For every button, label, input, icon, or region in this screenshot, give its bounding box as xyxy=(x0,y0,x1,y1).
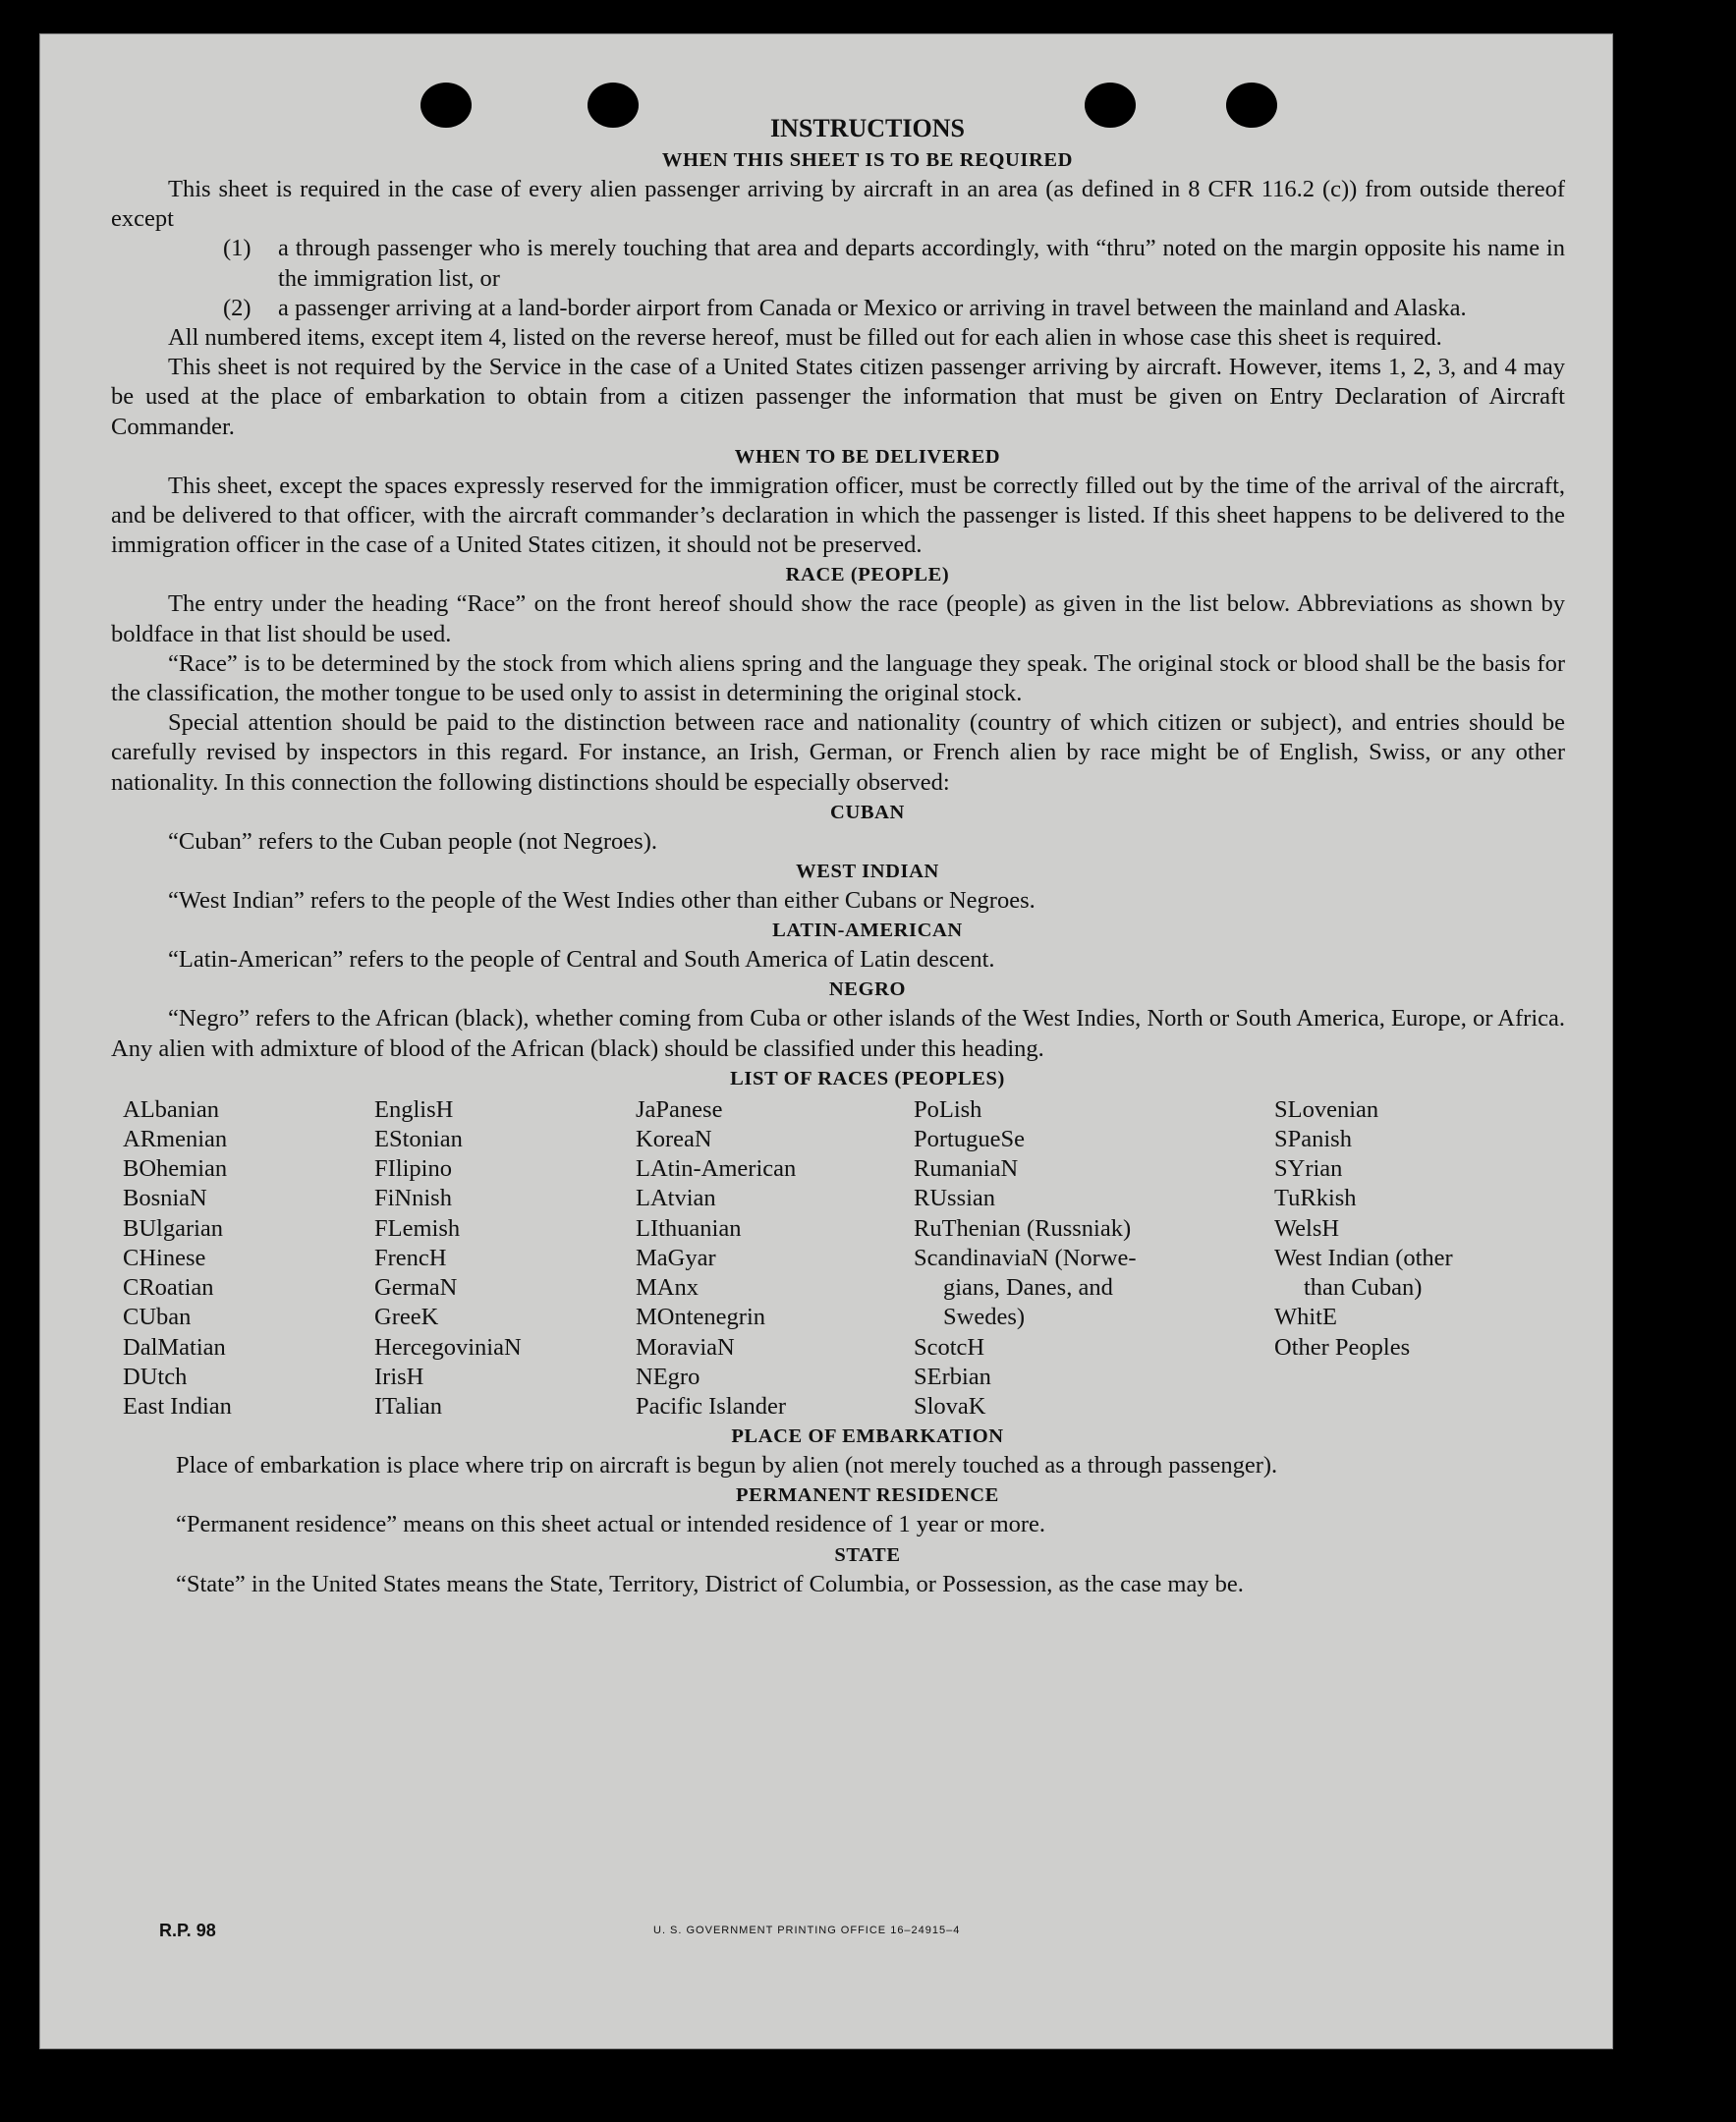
race-entry: SLovenian xyxy=(1274,1095,1379,1123)
race-entry: SYrian xyxy=(1274,1155,1343,1183)
section-heading-west-indian: WEST INDIAN xyxy=(796,861,939,883)
race-entry: TuRkish xyxy=(1274,1185,1357,1212)
race-entry: JaPanese xyxy=(636,1095,723,1123)
item-number: (2) xyxy=(223,294,252,321)
list-item xyxy=(223,234,1565,293)
section-heading-negro: NEGRO xyxy=(828,978,907,1001)
race-entry: East Indian xyxy=(123,1392,232,1420)
race-entry: MaGyar xyxy=(636,1244,716,1271)
race-entry: ScotcH xyxy=(914,1333,985,1361)
paragraph: The entry under the heading “Race” on the front hereof should show the race (people) as given in the list below. Abbreviations as shown by boldface in that list should be used. xyxy=(111,590,1565,647)
section-heading-race: RACE (PEOPLE) xyxy=(785,564,950,586)
printer-imprint: U. S. GOVERNMENT PRINTING OFFICE 16–24915–4 xyxy=(653,1925,961,1936)
paragraph: “Negro” refers to the African (black), whether coming from Cuba or other islands of the West Indies, North or South America, Europe, or Africa. Any alien with admixture of blood of the African (black) should be classified under this heading. xyxy=(111,1005,1565,1062)
race-entry: KoreaN xyxy=(636,1126,712,1153)
race-entry: SPanish xyxy=(1274,1126,1352,1153)
race-entry: FiNnish xyxy=(374,1185,452,1212)
race-entry: FLemish xyxy=(374,1214,461,1242)
race-entry: SErbian xyxy=(914,1363,991,1390)
race-entry: IrisH xyxy=(374,1363,424,1390)
race-entry: LAtin-American xyxy=(636,1155,797,1183)
race-entry: CUban xyxy=(123,1304,192,1331)
section-heading-latin-american: LATIN-AMERICAN xyxy=(772,920,963,942)
document-sheet xyxy=(39,33,1613,2049)
item-text: a passenger arriving at a land-border airport from Canada or Mexico or arriving in travel between the mainland and Alaska. xyxy=(278,294,1467,321)
item-number: (1) xyxy=(223,235,252,262)
race-entry: than Cuban) xyxy=(1304,1274,1423,1302)
paragraph: “Cuban” refers to the Cuban people (not Negroes). xyxy=(168,827,657,855)
race-entry: GermaN xyxy=(374,1274,458,1302)
races-column xyxy=(636,1095,914,1422)
race-entry: CHinese xyxy=(123,1244,206,1271)
race-entry: PortugueSe xyxy=(914,1126,1025,1153)
page-title: INSTRUCTIONS xyxy=(770,114,965,142)
race-entry: ITalian xyxy=(374,1392,443,1420)
race-entry: WelsH xyxy=(1274,1214,1340,1242)
race-entry: Swedes) xyxy=(943,1304,1026,1331)
race-entry: MoraviaN xyxy=(636,1333,735,1361)
paragraph: “West Indian” refers to the people of the West Indies other than either Cubans or Negroes. xyxy=(168,887,1036,915)
paragraph: “State” in the United States means the State, Territory, District of Columbia, or Possession, as the case may be. xyxy=(176,1570,1244,1597)
race-entry: DUtch xyxy=(123,1363,188,1390)
race-entry: EnglisH xyxy=(374,1095,454,1123)
form-number: R.P. 98 xyxy=(159,1921,216,1940)
race-entry: LAtvian xyxy=(636,1185,716,1212)
races-list xyxy=(123,1095,1565,1422)
race-entry: WhitE xyxy=(1274,1304,1337,1331)
race-entry: RumaniaN xyxy=(914,1155,1019,1183)
section-heading-when-required: WHEN THIS SHEET IS TO BE REQUIRED xyxy=(661,149,1074,171)
section-heading-when-delivered: WHEN TO BE DELIVERED xyxy=(734,445,1001,468)
races-column xyxy=(914,1095,1274,1422)
race-entry: ALbanian xyxy=(123,1095,219,1123)
section-heading-state: STATE xyxy=(834,1543,901,1566)
paragraph: All numbered items, except item 4, listed on the reverse hereof, must be filled out for each alien in whose case this sheet is required. xyxy=(168,324,1442,352)
race-entry: RuThenian (Russniak) xyxy=(914,1214,1132,1242)
race-entry: SlovaK xyxy=(914,1392,986,1420)
paragraph: “Latin-American” refers to the people of Central and South America of Latin descent. xyxy=(168,946,995,974)
race-entry: MAnx xyxy=(636,1274,699,1302)
races-column xyxy=(123,1095,374,1422)
paragraph: This sheet is not required by the Service in the case of a United States citizen passenger arriving by aircraft. However, items 1, 2, 3, and 4 may be used at the place of embarkation to obtain from a citizen passenger the information that must be given on Entry Declaration of Aircraft Commander. xyxy=(111,354,1565,440)
race-entry: GreeK xyxy=(374,1304,439,1331)
section-heading-list-of-races: LIST OF RACES (PEOPLES) xyxy=(730,1067,1005,1089)
section-heading-residence: PERMANENT RESIDENCE xyxy=(736,1484,999,1507)
section-heading-embarkation: PLACE OF EMBARKATION xyxy=(731,1425,1004,1448)
paragraph: This sheet, except the spaces expressly reserved for the immigration officer, must be correctly filled out by the time of the arrival of the aircraft, and be delivered to that officer, with the aircraft commander’s declaration in which the passenger is listed. If this sheet happens to be delivered to the immigration officer in the case of a United States citizen, it should not be preserved. xyxy=(111,472,1565,559)
paragraph: Place of embarkation is place where trip on aircraft is begun by alien (not merely touched as a through passenger). xyxy=(176,1452,1278,1480)
paragraph: “Permanent residence” means on this sheet actual or intended residence of 1 year or more. xyxy=(176,1511,1046,1538)
paragraph: Special attention should be paid to the distinction between race and nationality (country of which citizen or subject), and entries should be carefully revised by inspectors in this regard. For instance, an Irish, German, or French alien by race might be of English, Swiss, or any other nationality. In this connection the following distinctions should be especially observed: xyxy=(111,709,1565,796)
race-entry: DalMatian xyxy=(123,1333,226,1361)
race-entry: Pacific Islander xyxy=(636,1392,787,1420)
section-heading-cuban: CUBAN xyxy=(830,801,905,823)
paragraph: This sheet is required in the case of every alien passenger arriving by aircraft in an area (as defined in 8 CFR 116.2 (c)) from outside thereof except xyxy=(111,176,1565,233)
race-entry: BOhemian xyxy=(123,1155,228,1183)
race-entry: BUlgarian xyxy=(123,1214,224,1242)
instructions-body xyxy=(111,112,1565,1599)
race-entry: ARmenian xyxy=(123,1126,228,1153)
race-entry: FIlipino xyxy=(374,1155,452,1183)
race-entry: RUssian xyxy=(914,1185,996,1212)
paragraph: “Race” is to be determined by the stock from which aliens spring and the language they speak. The original stock or blood shall be the basis for the classification, the mother tongue to be used only to assist in determining the original stock. xyxy=(111,649,1565,707)
race-entry: FrencH xyxy=(374,1244,447,1271)
race-entry: MOntenegrin xyxy=(636,1304,765,1331)
race-entry: gians, Danes, and xyxy=(943,1274,1113,1302)
race-entry: LIthuanian xyxy=(636,1214,742,1242)
item-text: a through passenger who is merely touching that area and departs accordingly, with “thru” noted on the margin opposite his name in the immigration list, or xyxy=(278,235,1565,292)
race-entry: Other Peoples xyxy=(1274,1333,1411,1361)
race-entry: HercegoviniaN xyxy=(374,1333,522,1361)
race-entry: PoLish xyxy=(914,1095,982,1123)
race-entry: ScandinaviaN (Norwe- xyxy=(914,1244,1137,1271)
races-column xyxy=(374,1095,636,1422)
race-entry: BosniaN xyxy=(123,1185,207,1212)
race-entry: EStonian xyxy=(374,1126,463,1153)
race-entry: CRoatian xyxy=(123,1274,214,1302)
races-column xyxy=(1274,1095,1540,1422)
list-item xyxy=(223,294,1565,323)
race-entry: West Indian (other xyxy=(1274,1244,1453,1271)
race-entry: NEgro xyxy=(636,1363,700,1390)
